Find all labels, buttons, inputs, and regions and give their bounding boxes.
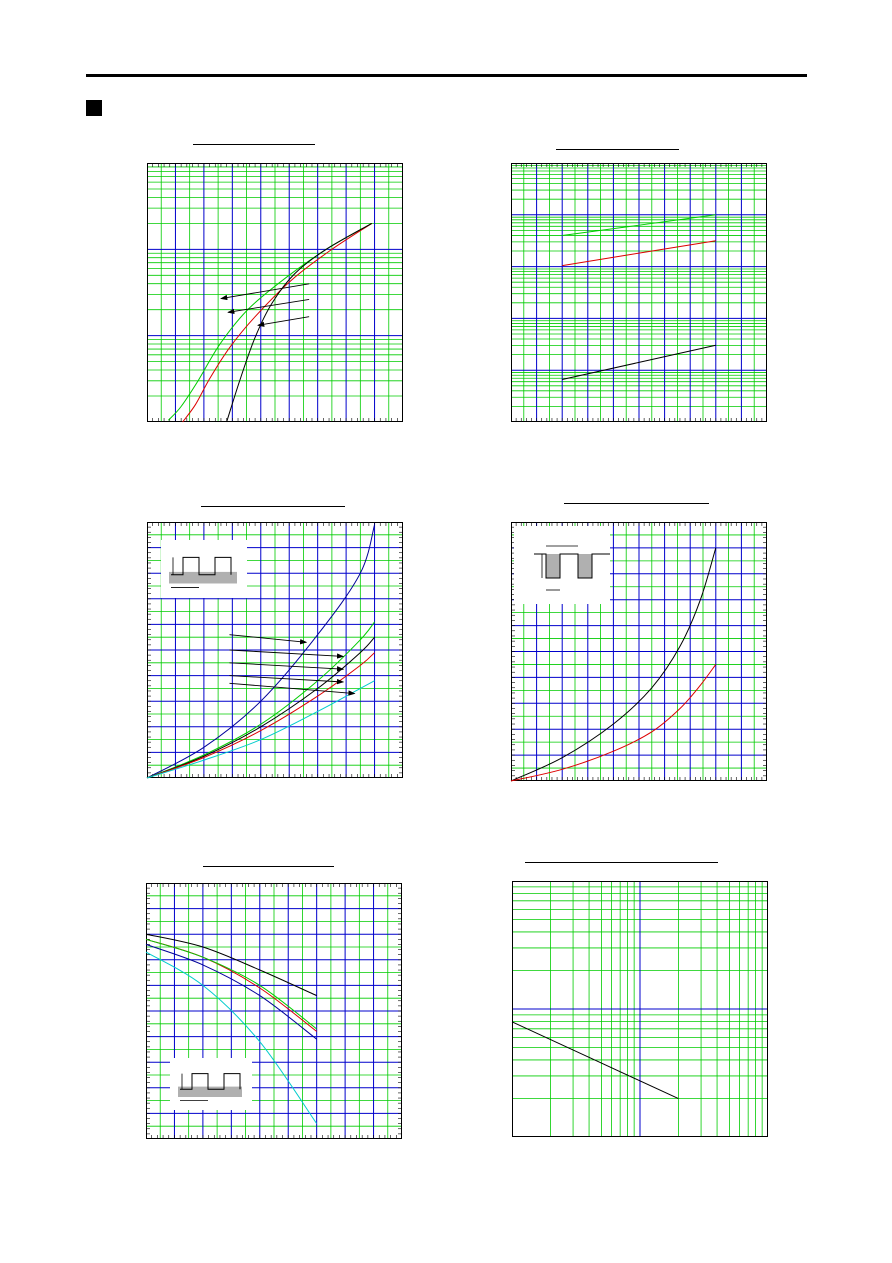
annotation-arrow: [221, 284, 309, 299]
annotation-arrow: [228, 299, 309, 312]
inset-band: [178, 1087, 242, 1097]
chart-2: [511, 163, 767, 422]
inset-box: [161, 540, 247, 598]
chart-5: [146, 883, 402, 1139]
chart-1-title-rule: [193, 144, 315, 145]
annotation-arrow: [229, 635, 306, 643]
inset-pulse-fill: [546, 554, 560, 578]
chart-6-title-rule: [525, 862, 718, 863]
chart-4-title-rule: [564, 503, 709, 504]
inset-band: [169, 572, 237, 584]
inset-pulse-fill: [578, 554, 592, 578]
header-rule: [86, 74, 807, 77]
chart-2-title-rule: [556, 149, 679, 150]
chart-5-title-rule: [203, 866, 334, 867]
section-marker-icon: [86, 100, 102, 116]
inset-box: [514, 526, 610, 604]
chart-1: [147, 163, 403, 422]
chart-3: [147, 522, 403, 778]
chart-4: [511, 522, 767, 781]
annotation-arrow: [258, 317, 309, 326]
chart-6: [512, 881, 768, 1137]
chart-3-title-rule: [201, 506, 345, 507]
